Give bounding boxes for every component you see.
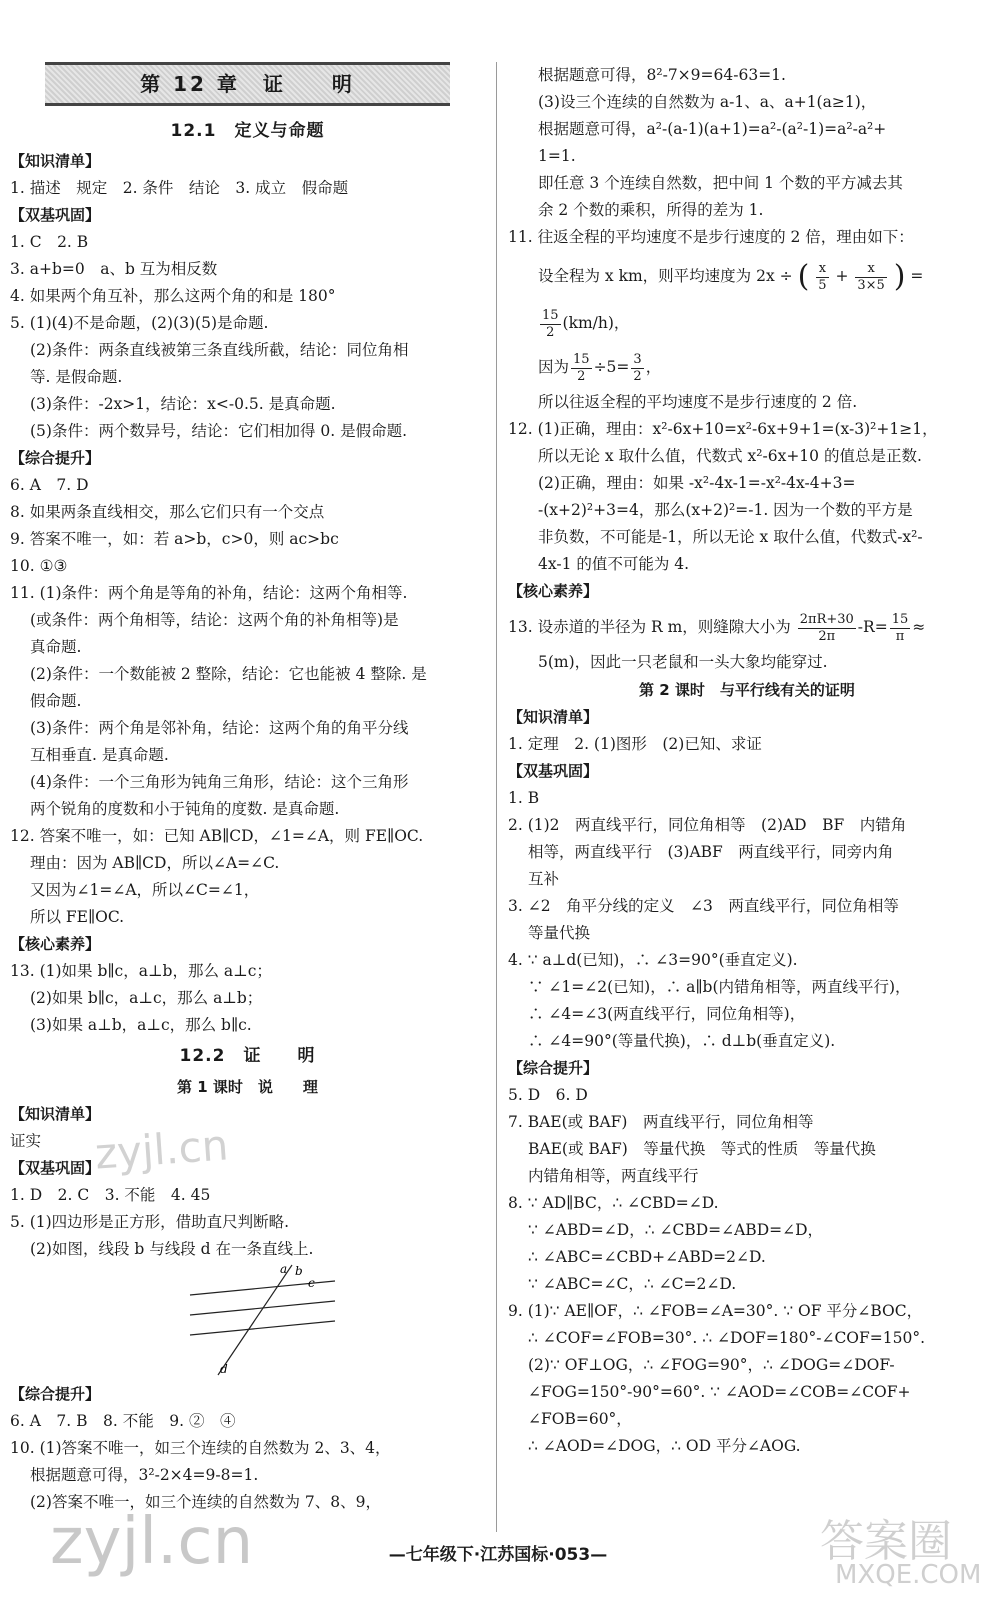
answer-line: 3. ∠2 角平分线的定义 ∠3 两直线平行，同位角相等 bbox=[508, 897, 899, 915]
answer-line: (2)答案不唯一，如三个连续的自然数为 7、8、9， bbox=[30, 1493, 381, 1511]
parallel-lines-figure bbox=[10, 1263, 485, 1381]
equals-sign: = bbox=[910, 267, 924, 285]
answer-line: 12. 答案不唯一，如：已知 AB∥CD，∠1=∠A，则 FE∥OC. bbox=[10, 827, 424, 845]
right-column bbox=[508, 62, 986, 1460]
page-footer: —七年级下·江苏国标·053— bbox=[388, 1545, 608, 1565]
right-answers-block-a bbox=[508, 62, 986, 251]
answer-line: BAE(或 BAF) 等量代换 等式的性质 等量代换 bbox=[528, 1140, 876, 1158]
answer-line: 所以 FE∥OC. bbox=[30, 908, 125, 926]
answer-line: 9. (1)∵ AE∥OF，∴ ∠FOB=∠A=30°. ∵ OF 平分∠BOC， bbox=[508, 1302, 923, 1320]
speed-unit: (km/h)， bbox=[562, 314, 630, 332]
answer-line: 互补 bbox=[528, 870, 560, 888]
answer-line: 两个锐角的度数和小于钝角的度数. 是真命题. bbox=[30, 800, 340, 818]
answer-line: 又因为∠1=∠A，所以∠C=∠1， bbox=[30, 881, 260, 899]
answer-line: ∴ ∠AOD=∠DOG，∴ OD 平分∠AOG. bbox=[528, 1437, 801, 1455]
answer-line: 11. (1)条件：两个角是等角的补角，结论：这两个角相等. bbox=[10, 584, 408, 602]
fraction-15-over-2-b: $\frac{15}{2}$ bbox=[573, 351, 590, 384]
left-answers-block-a bbox=[10, 148, 485, 1039]
watermark-corner-url: MXQE.COM bbox=[835, 1560, 982, 1590]
answer-line: 1. B bbox=[508, 789, 540, 807]
answer-line: 相等，两直线平行 (3)ABF 两直线平行，同旁内角 bbox=[528, 843, 894, 861]
section-heading: 【综合提升】 bbox=[10, 1385, 101, 1403]
watermark-corner: 答案圈 bbox=[820, 1516, 952, 1567]
answer-line: (4)条件：一个三角形为钝角三角形，结论：这个三角形 bbox=[30, 773, 409, 791]
q11-result-line bbox=[508, 301, 986, 345]
fraction-gap-formula: $\frac{2\pi R+30}{2\pi}$ bbox=[799, 611, 854, 644]
section-heading: 【综合提升】 bbox=[508, 1059, 599, 1077]
left-column bbox=[10, 62, 485, 1516]
answer-line: 1=1. bbox=[538, 147, 576, 165]
section-heading: 【知识清单】 bbox=[10, 1105, 101, 1123]
right-answers-block-c bbox=[508, 704, 986, 1460]
answer-line: ∵ ∠ABC=∠C，∴ ∠C=2∠D. bbox=[528, 1275, 737, 1293]
section-heading: 【知识清单】 bbox=[508, 708, 599, 726]
q11-formula-line bbox=[508, 251, 986, 301]
fraction-15-over-2: $\frac{15}{2}$ bbox=[542, 307, 559, 340]
answer-line: 内错角相等，两直线平行 bbox=[528, 1167, 699, 1185]
answer-line: (3)条件：-2x>1，结论：x<-0.5. 是真命题. bbox=[30, 395, 336, 413]
watermark-main: zyjl.cn bbox=[50, 1505, 254, 1579]
answer-line: ∵ ∠ABD=∠D，∴ ∠CBD=∠ABD=∠D， bbox=[528, 1221, 824, 1239]
answer-line: 真命题. bbox=[30, 638, 82, 656]
fraction-x-over-5: $\frac{x}{5}$ bbox=[818, 260, 827, 293]
answer-line: 互相垂直. 是真命题. bbox=[30, 746, 169, 764]
answer-line: 1. C 2. B bbox=[10, 233, 89, 251]
fraction-x-over-15: $\frac{x}{3\times 5}$ bbox=[857, 260, 885, 293]
q11-formula-prefix: 设全程为 x km，则平均速度为 2x ÷ bbox=[538, 267, 793, 285]
line-c bbox=[190, 1321, 335, 1335]
answer-line: 8. ∵ AD∥BC，∴ ∠CBD=∠D. bbox=[508, 1194, 719, 1212]
answer-line: 等量代换 bbox=[528, 924, 591, 942]
answer-line: 5. (1)四边形是正方形，借助直尺判断略. bbox=[10, 1213, 290, 1231]
parallel-lines-diagram bbox=[180, 1263, 340, 1378]
answer-line: 1. 描述 规定 2. 条件 结论 3. 成立 假命题 bbox=[10, 179, 349, 197]
answer-line: ∴ ∠COF=∠FOB=30°. ∴ ∠DOF=180°-∠COF=150°. bbox=[528, 1329, 926, 1347]
answer-line: (2)条件：一个数能被 2 整除，结论：它也能被 4 整除. 是 bbox=[30, 665, 427, 683]
chapter-title: 第 12 章 证 明 bbox=[45, 62, 450, 106]
left-answers-block-c bbox=[10, 1381, 485, 1516]
answer-line: 假命题. bbox=[30, 692, 82, 710]
section-heading: 【核心素养】 bbox=[508, 582, 599, 600]
section-heading: 【知识清单】 bbox=[10, 152, 101, 170]
answer-line: ∴ ∠ABC=∠CBD+∠ABD=2∠D. bbox=[528, 1248, 766, 1266]
plus-sign: + bbox=[835, 267, 849, 285]
right-paren: ) bbox=[893, 259, 906, 294]
answer-line: 5. (1)(4)不是命题，(2)(3)(5)是命题. bbox=[10, 314, 269, 332]
answer-line: 1. D 2. C 3. 不能 4. 45 bbox=[10, 1186, 211, 1204]
fraction-15-over-pi: $\frac{15}{\pi}$ bbox=[891, 611, 909, 644]
section-heading: 【综合提升】 bbox=[10, 449, 101, 467]
answer-line: ∠FOG=150°-90°=60°. ∵ ∠AOD=∠COB=∠COF+ bbox=[528, 1383, 911, 1401]
answer-line: ∴ ∠4=∠3(两直线平行，同位角相等)， bbox=[528, 1005, 806, 1023]
answer-line: (3)如果 a⊥b，a⊥c，那么 b∥c. bbox=[30, 1016, 252, 1034]
answer-line: 12. (1)正确，理由：x²-6x+10=x²-6x+9+1=(x-3)²+1≥1， bbox=[508, 420, 938, 438]
section-heading: 【核心素养】 bbox=[10, 935, 101, 953]
answer-line: 6. A 7. B 8. 不能 9. ② ④ bbox=[10, 1412, 236, 1430]
answer-line: (2)如图，线段 b 与线段 d 在一条直线上. bbox=[30, 1240, 314, 1258]
label-d: d bbox=[220, 1362, 228, 1376]
answer-line: 11. 往返全程的平均速度不是步行速度的 2 倍，理由如下： bbox=[508, 228, 914, 246]
right-answers-block-b bbox=[508, 389, 986, 605]
answer-line: 9. 答案不唯一，如：若 a>b，c>0，则 ac>bc bbox=[10, 530, 339, 548]
answer-line: 根据题意可得，8²-7×9=64-63=1. bbox=[538, 66, 786, 84]
fraction-3-over-2: $\frac{3}{2}$ bbox=[633, 351, 642, 384]
label-c: c bbox=[308, 1276, 315, 1290]
answer-line: 非负数，不可能是-1，所以无论 x 取什么值，代数式-x²- bbox=[538, 528, 923, 546]
answer-line: 4. ∵ a⊥d(已知)，∴ ∠3=90°(垂直定义). bbox=[508, 951, 798, 969]
answer-line: (5)条件：两个数异号，结论：它们相加得 0. 是假命题. bbox=[30, 422, 408, 440]
section-heading: 【双基巩固】 bbox=[508, 762, 599, 780]
section-title-12-2: 12.2 证 明 bbox=[179, 1046, 316, 1066]
answer-line: -(x+2)²+3=4，那么(x+2)²=-1. 因为一个数的平方是 bbox=[538, 501, 913, 519]
q13-prefix: 13. 设赤道的半径为 R m，则缝隙大小为 bbox=[508, 618, 791, 636]
answer-line: 1. 定理 2. (1)图形 (2)已知、求证 bbox=[508, 735, 762, 753]
answer-line: 10. ①③ bbox=[10, 557, 68, 575]
answer-line: 根据题意可得，a²-(a-1)(a+1)=a²-(a²-1)=a²-a²+ bbox=[538, 120, 887, 138]
label-a: a bbox=[280, 1263, 288, 1276]
answer-line: 13. (1)如果 b∥c，a⊥b，那么 a⊥c； bbox=[10, 962, 272, 980]
answer-line: (3)条件：两个角是邻补角，结论：这两个角的角平分线 bbox=[30, 719, 409, 737]
column-divider bbox=[496, 62, 497, 1532]
section-heading: 【双基巩固】 bbox=[10, 206, 101, 224]
q13-formula-line: 13. 设赤道的半径为 R m，则缝隙大小为 $\frac{2\pi R+30}{2\pi}$ -R= $\frac{15}{\pi}$ ≈ bbox=[508, 611, 926, 644]
answer-line: 根据题意可得，3²-2×4=9-8=1. bbox=[30, 1466, 259, 1484]
answer-line: 5. D 6. D bbox=[508, 1086, 588, 1104]
answer-line: 余 2 个数的乘积，所得的差为 1. bbox=[538, 201, 764, 219]
answer-line: 所以往返全程的平均速度不是步行速度的 2 倍. bbox=[538, 393, 858, 411]
answer-line: 理由：因为 AB∥CD，所以∠A=∠C. bbox=[30, 854, 280, 872]
label-b: b bbox=[295, 1264, 303, 1278]
answer-line: 即任意 3 个连续自然数，把中间 1 个数的平方减去其 bbox=[538, 174, 903, 192]
answer-line: 2. (1)2 两直线平行，同位角相等 (2)AD BF 内错角 bbox=[508, 816, 907, 834]
section-heading: 【双基巩固】 bbox=[10, 1159, 101, 1177]
left-answers-block-b bbox=[10, 1101, 485, 1263]
answer-line: (2)正确，理由：如果 -x²-4x-1=-x²-4x-4+3= bbox=[538, 474, 856, 492]
answer-line: (3)设三个连续的自然数为 a-1、a、a+1(a≥1)， bbox=[538, 93, 877, 111]
answer-line: 所以无论 x 取什么值，代数式 x²-6x+10 的值总是正数. bbox=[538, 447, 922, 465]
watermark-mid: zyjl.cn bbox=[93, 1120, 230, 1179]
left-paren: ( bbox=[797, 259, 810, 294]
section-title-12-1: 12.1 定义与命题 bbox=[170, 121, 325, 141]
answer-line: (2)条件：两条直线被第三条直线所截，结论：同位角相 bbox=[30, 341, 409, 359]
line-d bbox=[218, 1265, 292, 1375]
answer-line: 4x-1 的值不可能为 4. bbox=[538, 555, 690, 573]
answer-line: 7. BAE(或 BAF) 两直线平行，同位角相等 bbox=[508, 1113, 814, 1131]
answer-line: (2)如果 b∥c，a⊥c，那么 a⊥b； bbox=[30, 989, 263, 1007]
q11-because-line: 因为 $\frac{15}{2}$ ÷5= $\frac{3}{2}$ ， bbox=[538, 351, 662, 384]
answer-line: 证实 bbox=[10, 1132, 42, 1150]
answer-line: 3. a+b=0 a、b 互为相反数 bbox=[10, 260, 218, 278]
answer-line: 4. 如果两个角互补，那么这两个角的和是 180° bbox=[10, 287, 336, 305]
answer-line: ∵ ∠1=∠2(已知)，∴ a∥b(内错角相等，两直线平行)， bbox=[528, 978, 911, 996]
answer-line: ∴ ∠4=90°(等量代换)，∴ d⊥b(垂直定义). bbox=[528, 1032, 836, 1050]
lesson-1-title: 第 1 课时 说 理 bbox=[177, 1078, 318, 1096]
answer-line: 等. 是假命题. bbox=[30, 368, 123, 386]
answer-line: 8. 如果两条直线相交，那么它们只有一个交点 bbox=[10, 503, 325, 521]
answer-line: 6. A 7. D bbox=[10, 476, 89, 494]
answer-line: ∠FOB=60°， bbox=[528, 1410, 632, 1428]
q13-conclusion: 5(m)，因此一只老鼠和一头大象均能穿过. bbox=[538, 653, 828, 671]
answer-line: 10. (1)答案不唯一，如三个连续的自然数为 2、3、4， bbox=[10, 1439, 391, 1457]
answer-line: (2)∵ OF⊥OG，∴ ∠FOG=90°，∴ ∠DOG=∠DOF- bbox=[528, 1356, 895, 1374]
answer-line: (或条件：两个角相等，结论：这两个角的补角相等)是 bbox=[30, 611, 399, 629]
lesson-2-title: 第 2 课时 与平行线有关的证明 bbox=[639, 681, 855, 699]
